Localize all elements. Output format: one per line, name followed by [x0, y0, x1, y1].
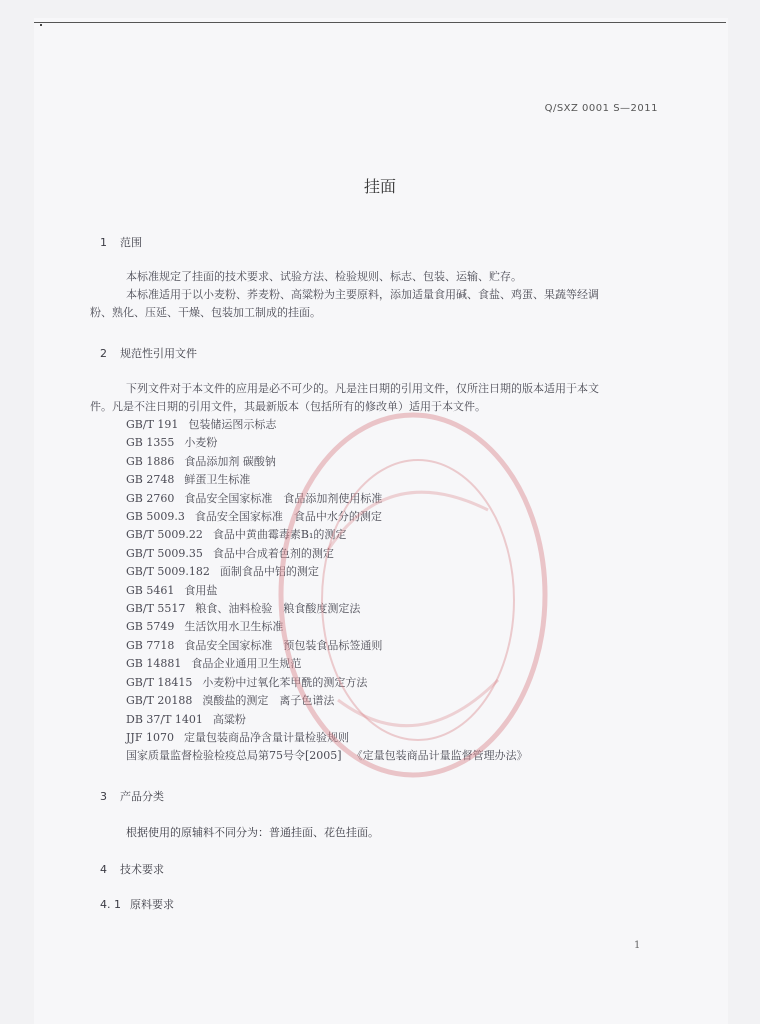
section-title: 范围: [120, 236, 142, 249]
reference-title: 食品安全国家标准 预包装食品标签通则: [184, 638, 383, 652]
reference-item: [126, 563, 646, 581]
reference-item: [126, 453, 646, 471]
reference-item: [126, 637, 646, 655]
reference-title: 定量包装商品净含量计量检验规则: [183, 730, 349, 744]
reference-code: GB/T 18415: [126, 675, 193, 689]
normative-intro: [90, 380, 660, 416]
reference-title: 鲜蛋卫生标准: [184, 473, 251, 487]
reference-item: [126, 711, 646, 729]
reference-item: [126, 471, 646, 489]
section-number: 3: [100, 790, 107, 803]
section-title: 原料要求: [130, 898, 174, 911]
section-number: 4. 1: [100, 898, 121, 911]
section-number: 2: [100, 347, 107, 360]
reference-code: GB/T 5009.35: [126, 546, 203, 560]
section-1-heading: [100, 234, 142, 250]
reference-code: GB/T 5009.22: [126, 528, 203, 542]
page-number: 1: [634, 940, 641, 951]
reference-list: [126, 416, 646, 766]
reference-title: 食品企业通用卫生规范: [191, 657, 302, 671]
normative-intro-line-1: 下列文件对于本文件的应用是必不可少的。凡是注日期的引用文件，仅所注日期的版本适用于本文: [126, 382, 599, 395]
reference-code: DB 37/T 1401: [126, 712, 203, 726]
reference-code: 国家质量监督检验检疫总局第75号令[2005]: [126, 749, 342, 763]
section-2-heading: [100, 345, 197, 361]
reference-code: GB 1355: [126, 436, 175, 450]
section-3-heading: [100, 788, 164, 804]
reference-item: [126, 674, 646, 692]
reference-item: [126, 747, 646, 765]
reference-code: GB 5749: [126, 620, 175, 634]
section-title: 技术要求: [120, 863, 164, 876]
standard-code: Q/SXZ 0001 S—2011: [544, 103, 658, 114]
reference-item: [126, 416, 646, 434]
scope-line-1: 本标准规定了挂面的技术要求、试验方法、检验规则、标志、包装、运输、贮存。: [126, 270, 522, 283]
reference-code: GB 14881: [126, 657, 182, 671]
reference-title: 小麦粉: [184, 436, 218, 450]
normative-intro-line-2: 件。凡是不注日期的引用文件，其最新版本（包括所有的修改单）适用于本文件。: [90, 400, 486, 413]
reference-title: 食用盐: [184, 583, 218, 597]
reference-title: 食品安全国家标准 食品添加剂使用标准: [184, 491, 383, 505]
reference-title: 粮食、油料检验 粮食酸度测定法: [195, 602, 361, 616]
header-rule: [34, 22, 726, 23]
scope-paragraphs: [90, 268, 660, 322]
document-title: 挂面: [363, 177, 396, 196]
section-4-1-heading: [100, 896, 174, 912]
section-4-heading: [100, 861, 164, 877]
reference-code: GB/T 191: [126, 418, 179, 431]
reference-code: GB/T 5517: [126, 602, 186, 616]
reference-code: GB 5461: [126, 583, 175, 597]
reference-item: [126, 600, 646, 618]
reference-code: GB 1886: [126, 454, 175, 468]
reference-item: [126, 692, 646, 710]
reference-title: 溴酸盐的测定 离子色谱法: [202, 694, 335, 708]
reference-code: GB 7718: [126, 638, 175, 652]
reference-item: [126, 434, 646, 452]
reference-code: JJF 1070: [126, 730, 174, 744]
section-title: 产品分类: [120, 790, 164, 803]
reference-code: GB/T 20188: [126, 694, 193, 708]
reference-title: 高粱粉: [212, 712, 246, 726]
reference-code: GB/T 5009.182: [126, 565, 210, 579]
reference-title: 包装储运图示标志: [188, 418, 277, 431]
reference-item: [126, 618, 646, 636]
reference-title: 小麦粉中过氧化苯甲酰的测定方法: [202, 675, 368, 689]
reference-item: [126, 508, 646, 526]
reference-code: GB 2748: [126, 473, 175, 487]
reference-title: 生活饮用水卫生标准: [184, 620, 284, 634]
reference-item: [126, 655, 646, 673]
scope-line-2: 本标准适用于以小麦粉、荞麦粉、高粱粉为主要原料，添加适量食用碱、食盐、鸡蛋、果蔬等经调: [126, 288, 599, 301]
classification-text: 根据使用的原辅料不同分为：普通挂面、花色挂面。: [126, 826, 379, 839]
reference-item: [126, 729, 646, 747]
section-number: 4: [100, 863, 107, 876]
reference-title: 食品添加剂 碳酸钠: [184, 454, 276, 468]
reference-item: [126, 526, 646, 544]
reference-title: 面制食品中铝的测定: [219, 565, 319, 579]
scan-speck: [40, 24, 42, 26]
reference-item: [126, 582, 646, 600]
reference-title: 食品中合成着色剂的测定: [212, 546, 334, 560]
reference-title: 食品安全国家标准 食品中水分的测定: [194, 510, 382, 524]
reference-title: 食品中黄曲霉毒素B₁的测定: [212, 528, 347, 542]
reference-code: GB 5009.3: [126, 510, 185, 524]
section-title: 规范性引用文件: [120, 347, 197, 360]
reference-item: [126, 490, 646, 508]
scope-line-3: 粉、熟化、压延、干燥、包装加工制成的挂面。: [90, 306, 321, 319]
reference-item: [126, 545, 646, 563]
section-number: 1: [100, 236, 107, 249]
reference-code: GB 2760: [126, 491, 175, 505]
reference-title: 《定量包装商品计量监督管理办法》: [351, 749, 528, 763]
